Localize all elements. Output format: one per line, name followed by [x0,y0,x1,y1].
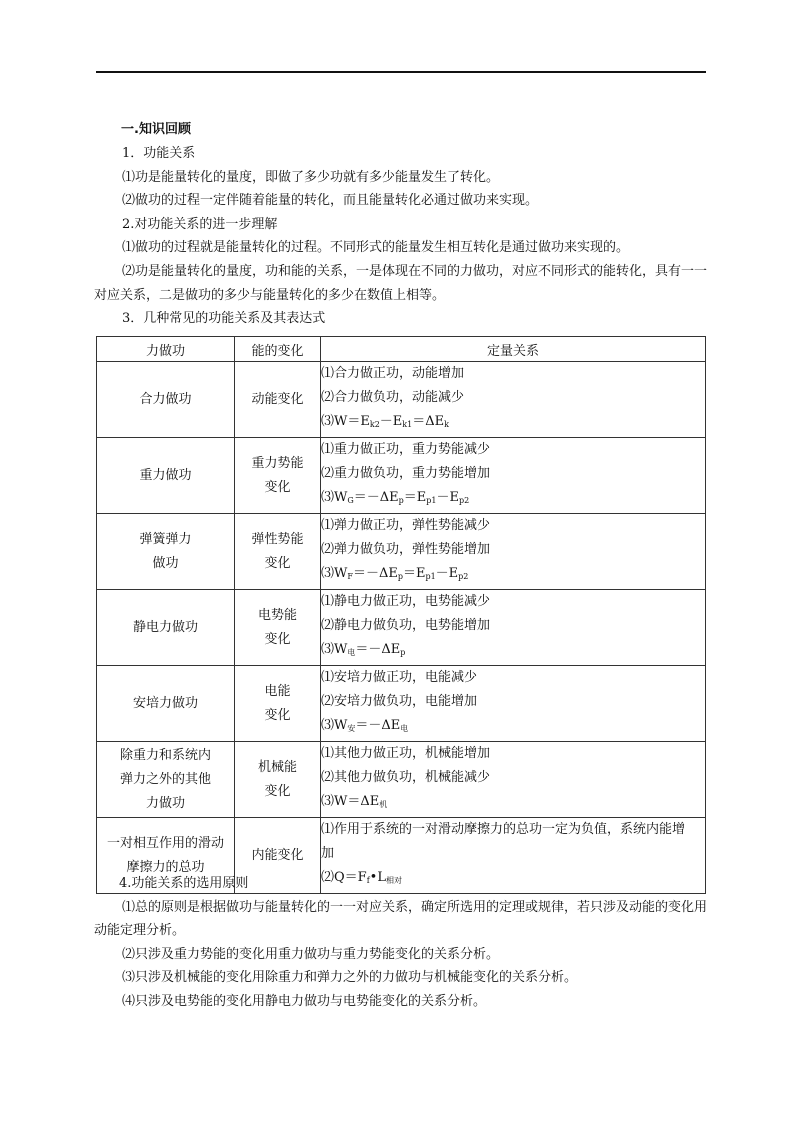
energy-cell: 重力势能变化 [235,438,321,514]
relation-cell [321,590,706,666]
item2-p1: ⑴做功的过程就是能量转化的过程。不同形式的能量发生相互转化是通过做功来实现的。 [122,240,630,256]
relation-line: ⑵合力做负功，动能减少 [321,390,465,405]
relation-formula: $⑵Q=F_f•L_{相对}$ [321,870,402,885]
relation-formula: $⑶W=\Delta E_机$ [321,794,388,809]
force-cell: 除重力和系统内弹力之外的其他力做功 [97,742,235,818]
relation-formula: $⑶W_F=-\Delta E_p=E_{p1}-E_{p2}$ [321,566,469,581]
force-cell: 安培力做功 [97,666,235,742]
table-row [97,362,706,438]
item1-heading: 1．功能关系 [122,146,196,161]
relation-line: ⑴作用于系统的一对滑动摩擦力的总功一定为负值，系统内能增加 [321,822,686,861]
table-row [97,438,706,514]
force-cell: 合力做功 [97,362,235,438]
energy-cell: 动能变化 [235,362,321,438]
relation-formula: $⑶W_安=-\Delta E_电$ [321,718,409,733]
table-row [97,590,706,666]
item4-p4: ⑷只涉及电势能的变化用静电力做功与电势能变化的关系分析。 [122,993,487,1009]
force-cell: 弹簧弹力做功 [97,514,235,590]
relation-line: ⑴弹力做正功，弹性势能减少 [321,518,491,533]
energy-cell: 内能变化 [235,818,321,894]
relation-line: ⑴重力做正功，重力势能减少 [321,442,491,457]
header-force: 力做功 [97,337,235,362]
header-relation: 定量关系 [321,337,706,362]
relation-line: ⑵安培力做负功，电能增加 [321,694,478,709]
item4-heading: 4.功能关系的选用原则 [119,876,249,891]
force-cell: 静电力做功 [97,590,235,666]
table-row [97,666,706,742]
header-rule [96,71,706,73]
relation-line: ⑵重力做负功，重力势能增加 [321,466,491,481]
relation-cell [321,438,706,514]
item1-p1: ⑴功是能量转化的量度，即做了多少功就有多少能量发生了转化。 [122,169,500,185]
section-title: 一.知识回顾 [121,122,191,137]
item1-p2: ⑵做功的过程一定伴随着能量的转化，而且能量转化必通过做功来实现。 [122,193,539,209]
relation-cell [321,666,706,742]
table-row [97,514,706,590]
table-row [97,742,706,818]
selection-principles-section [94,872,708,1014]
item4-p1: ⑴总的原则是根据做功与能量转化的一一对应关系，确定所选用的定理或规律，若只涉及动能的变化用动能定理分析。 [94,899,708,939]
relation-line: ⑴合力做正功，动能增加 [321,366,465,381]
relation-line: ⑵静电力做负功，电势能增加 [321,618,491,633]
relation-line: ⑴其他力做正功，机械能增加 [321,746,491,761]
item4-p2: ⑵只涉及重力势能的变化用重力做功与重力势能变化的关系分析。 [122,946,500,962]
force-cell: 一对相互作用的滑动摩擦力的总功 [97,818,235,894]
header-energy: 能的变化 [235,337,321,362]
item2-p2: ⑵功是能量转化的量度，功和能的关系，一是体现在不同的力做功，对应不同形式的能转化，具有一一对应关系，二是做功的多少与能量转化的多少在数值上相等。 [94,263,708,303]
item2-heading: 2.对功能关系的进一步理解 [122,216,278,232]
relation-cell [321,362,706,438]
energy-cell: 弹性势能变化 [235,514,321,590]
relation-formula: $⑶W_电=-\Delta E_p$ [321,642,406,657]
relation-cell [321,514,706,590]
energy-cell: 电能变化 [235,666,321,742]
knowledge-review-section [94,118,708,331]
force-cell: 重力做功 [97,438,235,514]
relation-line: ⑵弹力做负功，弹性势能增加 [321,542,491,557]
relation-formula: $⑶W=E_{k2}-E_{k1}=\Delta E_k$ [321,414,449,429]
item3-heading: 3．几种常见的功能关系及其表达式 [122,311,326,327]
relation-line: ⑴静电力做正功，电势能减少 [321,594,491,609]
relation-formula: $⑶W_G=-\Delta E_p=E_{p1}-E_{p2}$ [321,490,470,505]
energy-cell: 电势能变化 [235,590,321,666]
item4-p3: ⑶只涉及机械能的变化用除重力和弹力之外的力做功与机械能变化的关系分析。 [122,970,578,986]
relation-line: ⑵其他力做负功，机械能减少 [321,770,491,785]
relation-line: ⑴安培力做正功，电能减少 [321,670,478,685]
energy-cell: 机械能变化 [235,742,321,818]
relation-cell [321,742,706,818]
work-energy-table [96,336,706,894]
table-header-row [97,337,706,362]
